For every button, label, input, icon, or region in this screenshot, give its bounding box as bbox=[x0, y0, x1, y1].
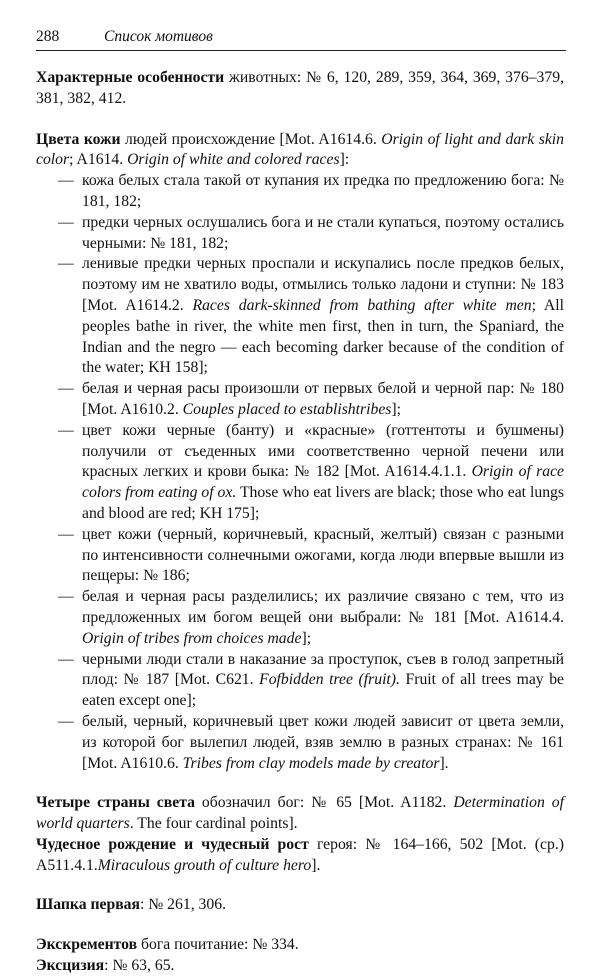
subentry-text: белый, черный, коричневый цвет кожи людей зависит от цвета земли, из которой бог вылепил людей, взяв землю в разных странах: № 161 [Mot. A1610.6. bbox=[82, 712, 564, 772]
entry-hat bbox=[36, 895, 564, 916]
subentry-text: Fruit of all trees may be eaten except one]; bbox=[82, 671, 564, 710]
entry-excrement bbox=[36, 935, 564, 956]
motif-title: Couples placed to establishtribes bbox=[182, 400, 392, 418]
entry-text: животных: № 6, 120, 289, 359, 364, 369, 376–379, 381, 382, 412. bbox=[36, 69, 564, 107]
running-title: Список мотивов bbox=[104, 28, 213, 45]
page-header bbox=[36, 20, 566, 51]
dash-marker: — bbox=[58, 172, 74, 190]
subentry bbox=[36, 650, 564, 712]
subentry-text: ; All peoples bathe in river, the white men first, then in turn, the Spaniard, the Indian and the negro — each becoming darker because of the condition of the water; KH 158]; bbox=[82, 296, 564, 377]
entry-term: Чудесное рождение и чудесный рост bbox=[36, 835, 309, 853]
entry-excision bbox=[36, 956, 564, 977]
entry-term: Характерные особенности bbox=[36, 69, 225, 86]
dash-marker: — bbox=[58, 712, 74, 730]
motif-title: Origin of race colors from eating of ox. bbox=[82, 463, 565, 502]
entry-four-sides bbox=[36, 793, 564, 835]
entry-text: бога почитание: № 334. bbox=[137, 936, 299, 954]
subentry bbox=[36, 587, 564, 649]
entry-text: . The four cardinal points]. bbox=[129, 815, 298, 833]
dash-marker: — bbox=[58, 588, 74, 606]
entry-miraculous bbox=[36, 835, 564, 877]
dash-marker: — bbox=[58, 380, 74, 398]
subentry bbox=[36, 213, 564, 255]
entry-term: Шапка первая bbox=[36, 896, 140, 914]
index-body bbox=[36, 68, 564, 977]
entry-text: : № 261, 306. bbox=[140, 896, 226, 914]
subentry-text: ленивые предки черных проспали и искупались после предков белых, поэтому им не хватило воды, отмылись только ладони и ступни: № 183 [Mot. A1614.2. bbox=[82, 255, 564, 314]
subentry-text: цвет кожи (черный, коричневый, красный, желтый) связан с разными по интенсивности солнечными ожогами, когда люди впервые вышли из пещеры: № 186; bbox=[82, 525, 564, 585]
subentry bbox=[36, 254, 564, 379]
entry-term: Цвета кожи bbox=[36, 130, 121, 148]
entry-text: обозначил бог: № 65 [Mot. A1182. bbox=[194, 794, 454, 812]
subentry bbox=[36, 712, 564, 774]
subentry-text: кожа белых стала такой от купания их предка по предложению бога: № 181, 182; bbox=[82, 172, 564, 210]
page-number: 288 bbox=[36, 28, 60, 45]
subentry-text: предки черных ослушались бога и не стали купаться, поэтому остались черными: № 181, 182; bbox=[82, 213, 564, 252]
subentry bbox=[36, 525, 564, 587]
entry-characteristic bbox=[36, 68, 564, 110]
subentry-text: белая и черная расы произошли от первых белой и черной пар: № 180 [Mot. A1610.2. bbox=[82, 380, 564, 418]
subentry-text: цвет кожи черные (банту) и «красные» (готтентоты и бушмены) получили от съеденных ими соответственно черной печени или красных легких и крови быка: № 182 [Mot. A1614.4.1.1. bbox=[82, 421, 564, 481]
dash-marker: — bbox=[58, 255, 74, 273]
entry-term: Четыре страны света bbox=[36, 794, 195, 812]
entry-term: Экскрементов bbox=[36, 936, 138, 954]
motif-title: Tribes from clay models made by creator bbox=[182, 754, 440, 772]
motif-title: Determination of world quarters bbox=[36, 794, 564, 833]
entry-intro bbox=[36, 130, 564, 172]
entry-skin-color bbox=[36, 130, 564, 775]
subentry bbox=[36, 171, 564, 213]
subentry-text: ]; bbox=[391, 400, 401, 418]
motif-title: Origin of white and colored races bbox=[127, 151, 340, 169]
motif-title: Origin of tribes from choices made bbox=[82, 629, 302, 647]
entry-text: ]: bbox=[339, 151, 350, 169]
entry-term: Эксцизия bbox=[36, 957, 105, 975]
subentry-text: Those who eat livers are black; those who eat lungs and blood are red; KH 175]; bbox=[82, 484, 564, 522]
entry-text: героя: № 164–166, 502 [Mot. (ср.) A511.4.1. bbox=[36, 835, 564, 874]
entry-text: : № 63, 65. bbox=[104, 957, 175, 975]
motif-title: Miraculous grouth of culture hero bbox=[97, 856, 312, 874]
entry-text: людей происхождение [Mot. A1614.6. bbox=[120, 130, 382, 148]
subentry-text: ]. bbox=[439, 754, 449, 772]
dash-marker: — bbox=[58, 421, 74, 439]
subentry-text: белая и черная расы разделились; их различие связано с тем, что из предложенных им богом вещей они выбрали: № 181 [Mot. A1614.4. bbox=[82, 588, 564, 626]
entry-text: ; A1614. bbox=[69, 151, 128, 169]
dash-marker: — bbox=[58, 213, 74, 231]
motif-title: Origin of light and dark skin color bbox=[36, 130, 564, 169]
dash-marker: — bbox=[58, 525, 74, 543]
entry-text: ]. bbox=[311, 856, 321, 874]
motif-title: Fofbidden tree (fruit). bbox=[259, 671, 400, 689]
subentry-text: черными люди стали в наказание за проступок, съев в голод запретный плод: № 187 [Mot. C621. bbox=[82, 650, 564, 689]
subentry-list bbox=[36, 171, 564, 774]
subentry bbox=[36, 379, 564, 421]
motif-title: Races dark-skinned from bathing after white men bbox=[192, 296, 532, 314]
subentry bbox=[36, 421, 564, 525]
dash-marker: — bbox=[58, 650, 74, 668]
subentry-text: ]; bbox=[301, 629, 312, 647]
